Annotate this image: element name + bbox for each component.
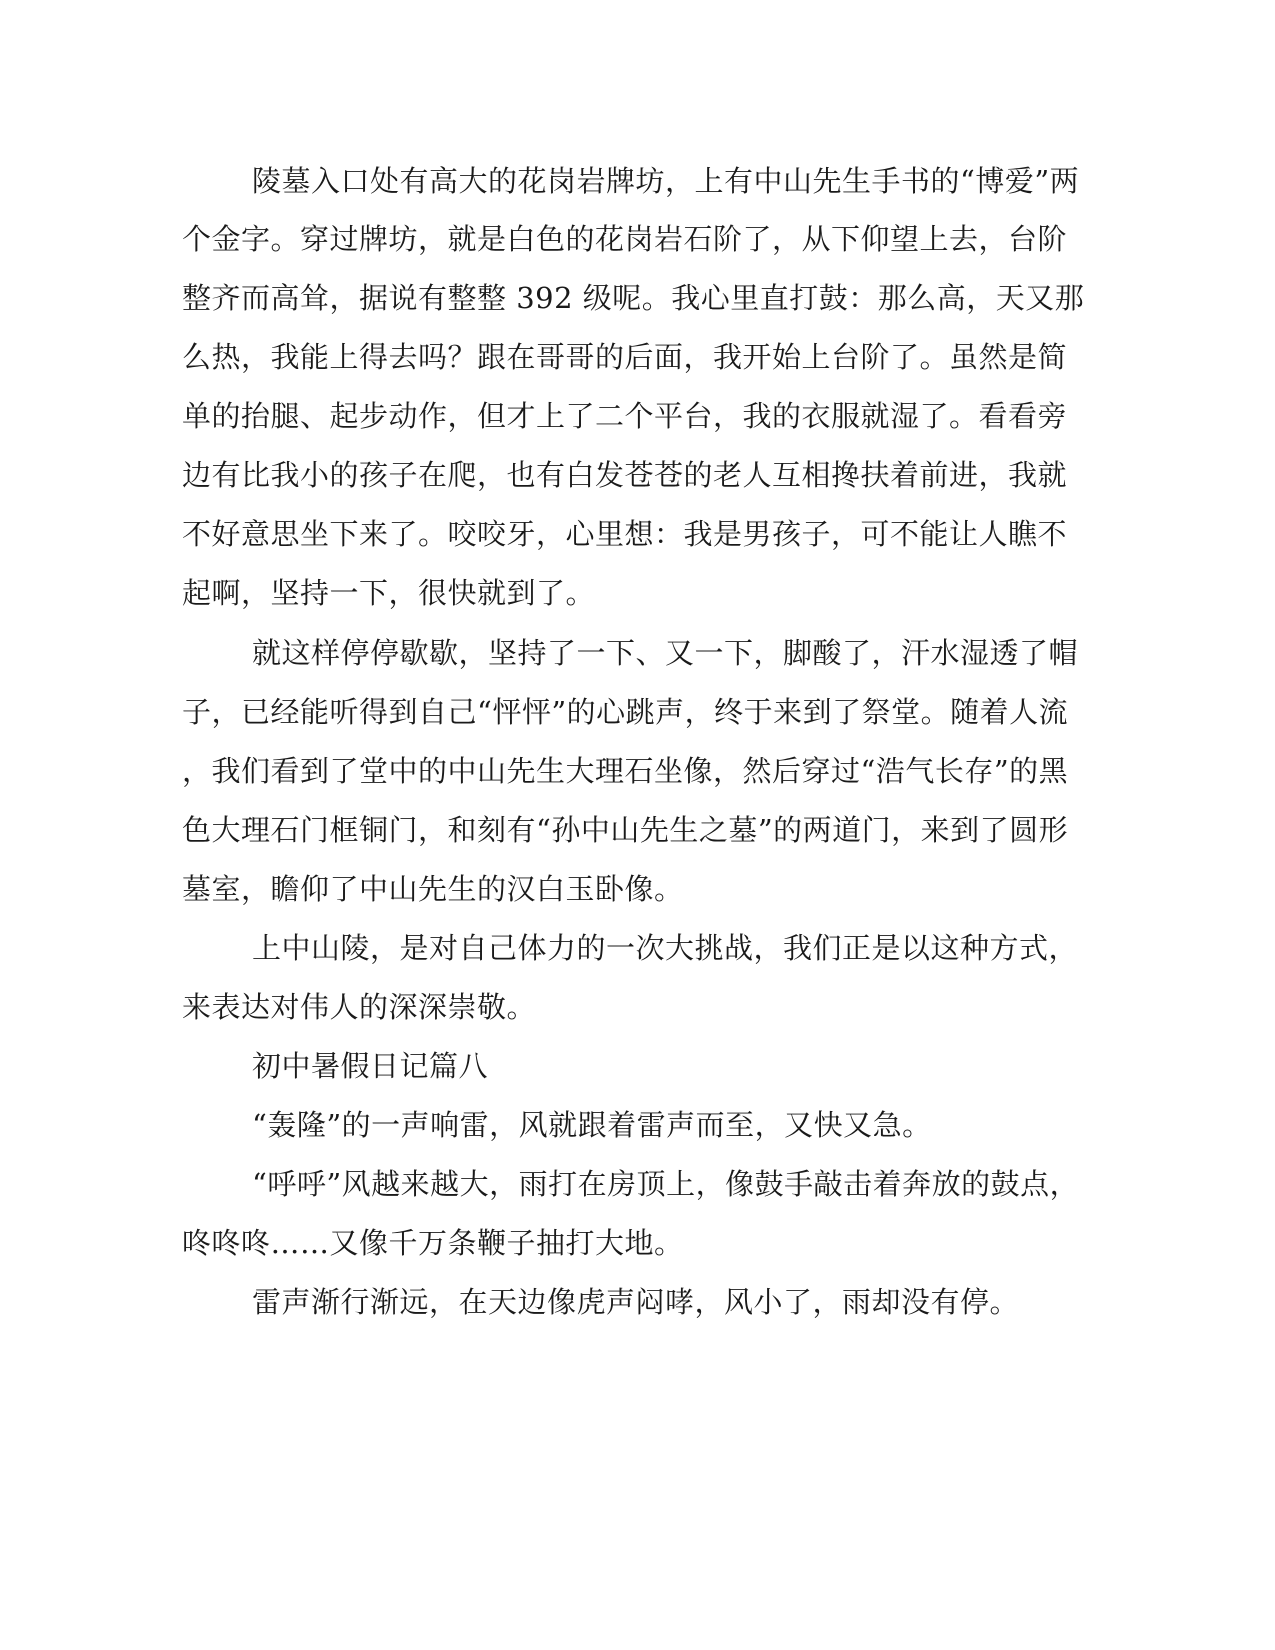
text-line: “呼呼”风越来越大，雨打在房顶上，像鼓手敲击着奔放的鼓点， xyxy=(252,1167,1080,1201)
text-line: 个金字。穿过牌坊，就是白色的花岗岩石阶了，从下仰望上去，台阶 xyxy=(182,222,1068,256)
text-line: 雷声渐行渐远，在天边像虎声闷哮，风小了，雨却没有停。 xyxy=(252,1285,1020,1319)
text-line: 墓室，瞻仰了中山先生的汉白玉卧像。 xyxy=(182,872,684,906)
text-line: 来表达对伟人的深深崇敬。 xyxy=(182,990,537,1024)
text-line: 色大理石门框铜门，和刻有“孙中山先生之墓”的两道门，来到了圆形 xyxy=(182,813,1069,847)
section-heading: 初中暑假日记篇八 xyxy=(252,1049,489,1083)
text-line: 陵墓入口处有高大的花岗岩牌坊，上有中山先生手书的“博爱”两 xyxy=(252,164,1080,198)
text-line: 就这样停停歇歇，坚持了一下、又一下，脚酸了，汗水湿透了帽 xyxy=(252,636,1079,670)
text-line: “轰隆”的一声响雷，风就跟着雷声而至，又快又急。 xyxy=(252,1108,932,1142)
text-line: 么热，我能上得去吗？跟在哥哥的后面，我开始上台阶了。虽然是简 xyxy=(182,340,1068,374)
text-line: 整齐而高耸，据说有整整 392 级呢。我心里直打鼓：那么高，天又那 xyxy=(182,281,1085,315)
text-line: 上中山陵，是对自己体力的一次大挑战，我们正是以这种方式， xyxy=(252,931,1079,965)
text-line: 边有比我小的孩子在爬，也有白发苍苍的老人互相搀扶着前进，我就 xyxy=(182,458,1068,492)
text-line: 子，已经能听得到自己“怦怦”的心跳声，终于来到了祭堂。随着人流 xyxy=(182,695,1069,729)
text-line: 单的抬腿、起步动作，但才上了二个平台，我的衣服就湿了。看看旁 xyxy=(182,399,1068,433)
text-line: ，我们看到了堂中的中山先生大理石坐像，然后穿过“浩气长存”的黑 xyxy=(182,754,1069,788)
text-line: 咚咚咚……又像千万条鞭子抽打大地。 xyxy=(182,1226,684,1260)
text-line: 起啊，坚持一下，很快就到了。 xyxy=(182,576,596,610)
text-line: 不好意思坐下来了。咬咬牙，心里想：我是男孩子，可不能让人瞧不 xyxy=(182,517,1068,551)
